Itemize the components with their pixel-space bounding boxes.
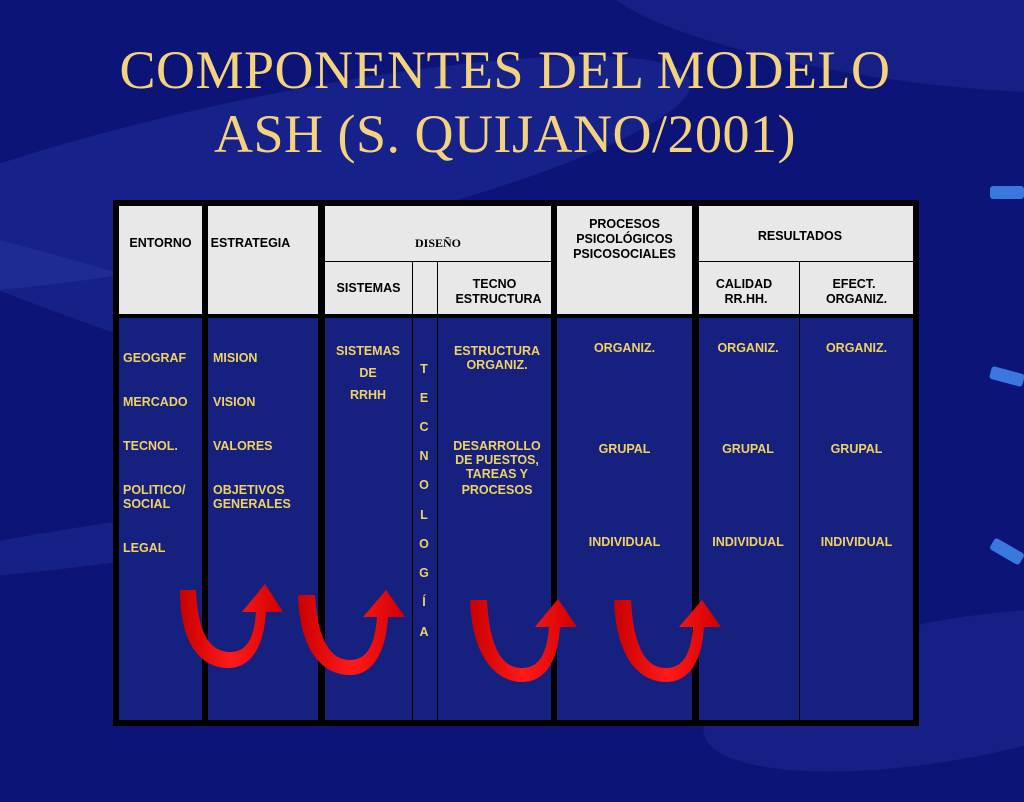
header-procesos-label-1: PROCESOS xyxy=(589,217,660,231)
header-efect-label-1: EFECT. xyxy=(832,277,876,291)
header-resultados-label: RESULTADOS xyxy=(757,229,843,243)
u-turn-arrow-icon xyxy=(614,600,721,682)
efect-organiz: ORGANIZ. xyxy=(825,341,888,355)
tecnologia-letter: E xyxy=(419,391,429,405)
efect-individual: INDIVIDUAL xyxy=(820,535,893,549)
tecnologia-letter: T xyxy=(420,362,428,376)
header-procesos-label-3: PSICOSOCIALES xyxy=(573,247,676,261)
efect-grupal: GRUPAL xyxy=(830,442,883,456)
tecno-estructura-b3: TAREAS Y xyxy=(465,467,529,481)
calidad-organiz: ORGANIZ. xyxy=(717,341,779,355)
tecnologia-letter: L xyxy=(420,508,428,522)
entorno-social: SOCIAL xyxy=(123,497,171,511)
header-tecno-label-1: TECNO xyxy=(472,277,517,291)
procesos-individual: INDIVIDUAL xyxy=(588,535,661,549)
tecnologia-letter: A xyxy=(419,625,429,639)
title-line-2: ASH (S. QUIJANO/2001) xyxy=(213,104,796,164)
header-calidad-label-1: CALIDAD xyxy=(715,277,773,291)
tecno-estructura-a1: ESTRUCTURA xyxy=(453,344,541,358)
entorno-tecnol: TECNOL. xyxy=(123,439,178,453)
u-turn-arrow-icon xyxy=(180,584,283,668)
header-entorno-label: ENTORNO xyxy=(129,236,192,250)
title-line-1: COMPONENTES DEL MODELO xyxy=(119,40,891,100)
header-estrategia-label: ESTRATEGIA xyxy=(210,236,291,250)
tecnologia-letter: O xyxy=(419,478,429,492)
procesos-organiz: ORGANIZ. xyxy=(593,341,656,355)
tecno-estructura-b2: DE PUESTOS, xyxy=(455,453,539,467)
sistemas-line-1: SISTEMAS xyxy=(336,344,400,358)
tecnologia-letter: N xyxy=(419,449,429,463)
sistemas-line-2: DE xyxy=(359,366,377,380)
entorno-legal: LEGAL xyxy=(123,541,166,555)
header-sistemas-label: SISTEMAS xyxy=(336,281,401,295)
header-diseno-label: DISEÑO xyxy=(414,236,461,250)
tecno-estructura-a2: ORGANIZ. xyxy=(466,358,528,372)
u-turn-arrow-icon xyxy=(470,599,577,682)
tecnologia-letter: O xyxy=(419,537,429,551)
entorno-mercado: MERCADO xyxy=(123,395,188,409)
header-tecno-label-2: ESTRUCTURA xyxy=(455,292,542,306)
header-procesos-label-2: PSICOLÓGICOS xyxy=(576,232,673,246)
estrategia-objetivos: OBJETIVOS xyxy=(213,483,285,497)
estrategia-generales: GENERALES xyxy=(213,497,291,511)
calidad-grupal: GRUPAL xyxy=(722,442,774,456)
entorno-politico: POLITICO/ xyxy=(123,483,186,497)
tecnologia-letter: C xyxy=(419,420,429,434)
entorno-geograf: GEOGRAF xyxy=(123,351,187,365)
tecno-estructura-b4: PROCESOS xyxy=(461,483,533,497)
header-efect-label-2: ORGANIZ. xyxy=(825,292,888,306)
estrategia-valores: VALORES xyxy=(213,439,273,453)
u-turn-arrow-icon xyxy=(298,590,405,675)
tecno-estructura-b1: DESARROLLO xyxy=(453,439,541,453)
tecnologia-letter: G xyxy=(419,566,429,580)
tecnologia-letter: Í xyxy=(422,595,426,609)
calidad-individual: INDIVIDUAL xyxy=(712,535,784,549)
procesos-grupal: GRUPAL xyxy=(598,442,651,456)
sistemas-line-3: RRHH xyxy=(349,388,387,402)
estrategia-vision: VISION xyxy=(213,395,256,409)
header-calidad-label-2: RR.HH. xyxy=(724,292,768,306)
estrategia-mision: MISION xyxy=(213,351,258,365)
